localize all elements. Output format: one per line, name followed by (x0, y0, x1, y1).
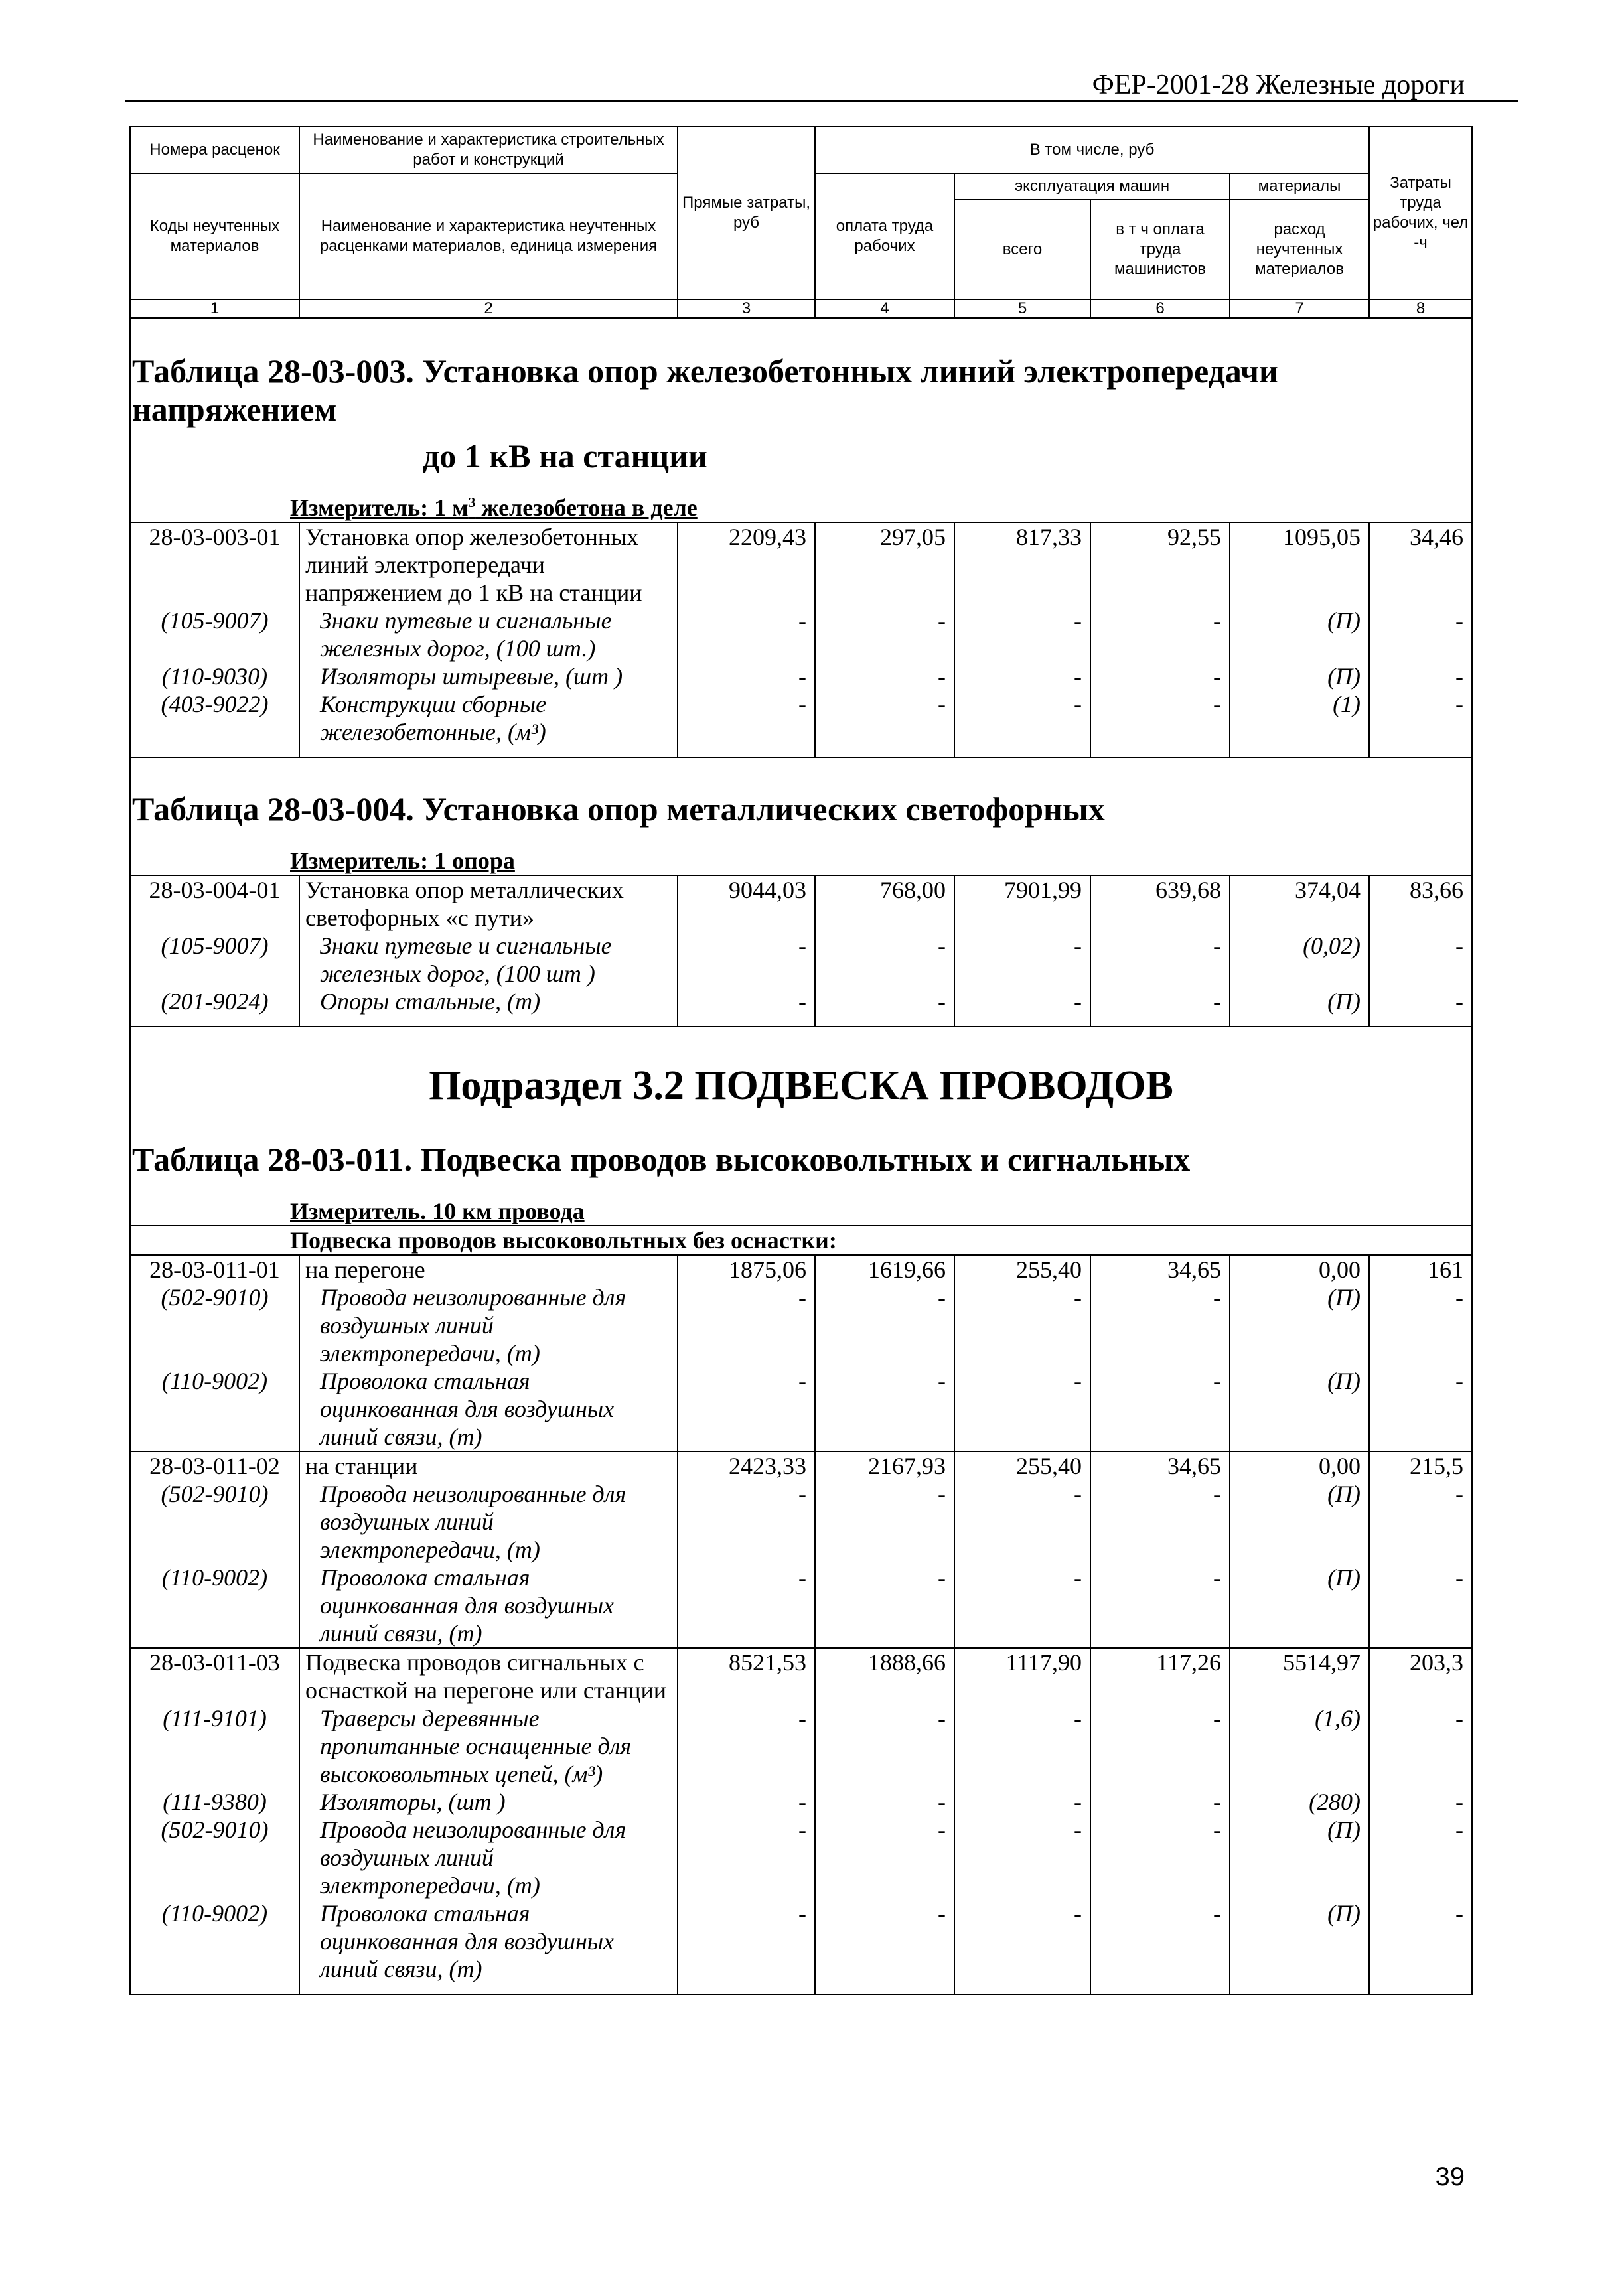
col-number: 7 (1230, 299, 1369, 318)
material-row (130, 607, 1472, 662)
header-col8: Затраты труда рабочих, чел -ч (1369, 127, 1472, 299)
labor-pay-cell: - (815, 988, 954, 1015)
machines-total-cell: 1117,90 (954, 1648, 1090, 1704)
direct-cost-cell: 8521,53 (678, 1648, 815, 1704)
direct-cost-cell: - (678, 1788, 815, 1816)
header-col5: всего (954, 200, 1090, 299)
labor-hours-cell: - (1369, 1816, 1472, 1899)
labor-pay-cell: - (815, 1704, 954, 1788)
labor-hours-cell: 34,46 (1369, 522, 1472, 607)
table-003-body (130, 522, 1472, 757)
labor-hours-cell: - (1369, 1899, 1472, 1983)
labor-hours-cell: - (1369, 1564, 1472, 1648)
materials-cell: (0,02) (1230, 932, 1369, 988)
rate-row (130, 522, 1472, 607)
price-table (129, 126, 1471, 2018)
labor-hours-cell: 83,66 (1369, 875, 1472, 932)
materials-cell: 1095,05 (1230, 522, 1369, 607)
material-row (130, 1704, 1472, 1788)
direct-cost-cell: - (678, 1899, 815, 1983)
table-header (130, 127, 1472, 318)
table-004-title: Таблица 28-03-004. Установка опор металлических светофорных (130, 757, 1472, 836)
labor-pay-cell: - (815, 1564, 954, 1648)
code-cell: (110-9002) (130, 1367, 299, 1451)
labor-hours-cell: - (1369, 690, 1472, 746)
direct-cost-cell: - (678, 1367, 815, 1451)
border-cell (299, 746, 678, 757)
header-machines: эксплуатация машин (954, 173, 1230, 200)
border-cell (1369, 1983, 1472, 1994)
labor-pay-cell: - (815, 1899, 954, 1983)
col-number: 4 (815, 299, 954, 318)
direct-cost-cell: - (678, 1564, 815, 1648)
operators-pay-cell: - (1090, 988, 1230, 1015)
machines-total-cell: 255,40 (954, 1451, 1090, 1480)
border-cell (678, 746, 815, 757)
name-cell: Провода неизолированные для воздушных линий электропередачи, (т) (299, 1284, 678, 1367)
name-cell: Траверсы деревянные пропитанные оснащенные для высоковольтных цепей, (м³) (299, 1704, 678, 1788)
name-cell: Опоры стальные, (т) (299, 988, 678, 1015)
machines-total-cell: - (954, 932, 1090, 988)
rate-row (130, 1451, 1472, 1480)
materials-cell: (П) (1230, 1899, 1369, 1983)
direct-cost-cell: - (678, 690, 815, 746)
code-cell: (110-9002) (130, 1899, 299, 1983)
name-cell: Установка опор металлических светофорных «с пути» (299, 875, 678, 932)
code-cell: 28-03-003-01 (130, 522, 299, 607)
col-number: 3 (678, 299, 815, 318)
code-cell: 28-03-011-01 (130, 1255, 299, 1284)
operators-pay-cell: - (1090, 1704, 1230, 1788)
code-cell: 28-03-004-01 (130, 875, 299, 932)
table-011-subheader: Подвеска проводов высоковольтных без оснастки: (130, 1226, 1472, 1255)
direct-cost-cell: - (678, 1284, 815, 1367)
material-row (130, 662, 1472, 690)
operators-pay-cell: 34,65 (1090, 1255, 1230, 1284)
labor-pay-cell: 297,05 (815, 522, 954, 607)
direct-cost-cell: 2209,43 (678, 522, 815, 607)
direct-cost-cell: - (678, 1816, 815, 1899)
border-cell (130, 1015, 299, 1027)
direct-cost-cell: - (678, 607, 815, 662)
labor-pay-cell: - (815, 1367, 954, 1451)
operators-pay-cell: - (1090, 1899, 1230, 1983)
code-cell: (502-9010) (130, 1480, 299, 1564)
rate-row (130, 1255, 1472, 1284)
materials-cell: (280) (1230, 1788, 1369, 1816)
labor-pay-cell: - (815, 1284, 954, 1367)
name-cell: Знаки путевые и сигнальные железных дорог, (100 шт.) (299, 607, 678, 662)
machines-total-cell: - (954, 988, 1090, 1015)
materials-cell: 374,04 (1230, 875, 1369, 932)
name-cell: Изоляторы, (шт ) (299, 1788, 678, 1816)
code-cell: 28-03-011-02 (130, 1451, 299, 1480)
labor-hours-cell: - (1369, 1367, 1472, 1451)
document-title: ФЕР-2001-28 Железные дороги (1092, 70, 1465, 100)
code-cell: (105-9007) (130, 607, 299, 662)
border-cell (815, 1983, 954, 1994)
code-cell: (105-9007) (130, 932, 299, 988)
labor-hours-cell: 215,5 (1369, 1451, 1472, 1480)
header-materials: материалы (1230, 173, 1369, 200)
name-cell: на перегоне (299, 1255, 678, 1284)
operators-pay-cell: - (1090, 607, 1230, 662)
direct-cost-cell: - (678, 1480, 815, 1564)
machines-total-cell: - (954, 1788, 1090, 1816)
labor-hours-cell: - (1369, 1284, 1472, 1367)
table-bottom-border (130, 746, 1472, 757)
page-number: 39 (1435, 2162, 1465, 2191)
name-cell: Провода неизолированные для воздушных линий электропередачи, (т) (299, 1480, 678, 1564)
machines-total-cell: - (954, 1564, 1090, 1648)
code-cell: (111-9380) (130, 1788, 299, 1816)
direct-cost-cell: 9044,03 (678, 875, 815, 932)
material-row (130, 1899, 1472, 1983)
measure-sup: 3 (468, 494, 476, 510)
machines-total-cell: 255,40 (954, 1255, 1090, 1284)
operators-pay-cell: - (1090, 1367, 1230, 1451)
name-cell: Конструкции сборные железобетонные, (м³) (299, 690, 678, 746)
col-number: 2 (299, 299, 678, 318)
materials-cell: (1,6) (1230, 1704, 1369, 1788)
border-cell (678, 1983, 815, 1994)
materials-cell: (П) (1230, 607, 1369, 662)
border-cell (299, 1015, 678, 1027)
operators-pay-cell: - (1090, 1564, 1230, 1648)
name-cell: Установка опор железобетонных линий электропередачи напряжением до 1 кВ на станции (299, 522, 678, 607)
labor-hours-cell: - (1369, 988, 1472, 1015)
table-004-measure (130, 836, 1472, 875)
machines-total-cell: 7901,99 (954, 875, 1090, 932)
table-003-measure (130, 483, 1472, 522)
header-col4: оплата труда рабочих (815, 173, 954, 299)
code-cell: (110-9030) (130, 662, 299, 690)
measure-prefix: Измеритель: 1 м (290, 494, 469, 521)
code-cell: (502-9010) (130, 1816, 299, 1899)
code-cell: (502-9010) (130, 1284, 299, 1367)
machines-total-cell: - (954, 662, 1090, 690)
border-cell (815, 1015, 954, 1027)
table-004-body (130, 875, 1472, 1027)
direct-cost-cell: - (678, 988, 815, 1015)
labor-pay-cell: 2167,93 (815, 1451, 954, 1480)
operators-pay-cell: 639,68 (1090, 875, 1230, 932)
border-cell (1369, 1015, 1472, 1027)
machines-total-cell: - (954, 1816, 1090, 1899)
direct-cost-cell: - (678, 932, 815, 988)
materials-cell: 5514,97 (1230, 1648, 1369, 1704)
header-col2-bottom: Наименование и характеристика неучтенных расценками материалов, единица измерения (299, 173, 678, 299)
material-row (130, 1564, 1472, 1648)
materials-cell: (П) (1230, 1564, 1369, 1648)
materials-cell: (П) (1230, 1480, 1369, 1564)
operators-pay-cell: 117,26 (1090, 1648, 1230, 1704)
materials-cell: 0,00 (1230, 1255, 1369, 1284)
machines-total-cell: 817,33 (954, 522, 1090, 607)
name-cell: Изоляторы штыревые, (шт ) (299, 662, 678, 690)
table-003-title: Таблица 28-03-003. Установка опор железобетонных линий электропередачи напряжением (130, 318, 1472, 437)
material-row (130, 1480, 1472, 1564)
operators-pay-cell: - (1090, 1284, 1230, 1367)
header-col1-top: Номера расценок (130, 127, 299, 173)
code-cell: 28-03-011-03 (130, 1648, 299, 1704)
operators-pay-cell: 34,65 (1090, 1451, 1230, 1480)
table-011-measure (130, 1187, 1472, 1226)
name-cell: Проволока стальная оцинкованная для воздушных линий связи, (т) (299, 1564, 678, 1648)
labor-hours-cell: - (1369, 1788, 1472, 1816)
machines-total-cell: - (954, 1367, 1090, 1451)
labor-hours-cell: - (1369, 662, 1472, 690)
border-cell (1230, 746, 1369, 757)
labor-hours-cell: - (1369, 1704, 1472, 1788)
name-cell: Проволока стальная оцинкованная для воздушных линий связи, (т) (299, 1899, 678, 1983)
col-number: 5 (954, 299, 1090, 318)
name-cell: Подвеска проводов сигнальных с оснасткой на перегоне или станции (299, 1648, 678, 1704)
labor-hours-cell: 203,3 (1369, 1648, 1472, 1704)
header-col2-top: Наименование и характеристика строительных работ и конструкций (299, 127, 678, 173)
table-003-title-line2: до 1 кВ на станции (130, 437, 1472, 483)
material-row (130, 1816, 1472, 1899)
code-cell: (403-9022) (130, 690, 299, 746)
machines-total-cell: - (954, 1284, 1090, 1367)
labor-pay-cell: - (815, 1480, 954, 1564)
labor-pay-cell: 1888,66 (815, 1648, 954, 1704)
operators-pay-cell: - (1090, 932, 1230, 988)
labor-pay-cell: - (815, 1816, 954, 1899)
labor-pay-cell: 768,00 (815, 875, 954, 932)
labor-hours-cell: - (1369, 1480, 1472, 1564)
material-row (130, 932, 1472, 988)
material-row (130, 1788, 1472, 1816)
measure-suffix: железобетона в деле (475, 494, 698, 521)
border-cell (1090, 1983, 1230, 1994)
materials-cell: 0,00 (1230, 1451, 1369, 1480)
operators-pay-cell: - (1090, 662, 1230, 690)
border-cell (1369, 746, 1472, 757)
machines-total-cell: - (954, 607, 1090, 662)
material-row (130, 1367, 1472, 1451)
rate-row (130, 875, 1472, 932)
col-number: 8 (1369, 299, 1472, 318)
col-number: 6 (1090, 299, 1230, 318)
name-cell: на станции (299, 1451, 678, 1480)
border-cell (954, 1983, 1090, 1994)
materials-cell: (П) (1230, 1816, 1369, 1899)
materials-cell: (П) (1230, 1367, 1369, 1451)
labor-hours-cell: - (1369, 932, 1472, 988)
table-011-measure-text: Измеритель. 10 км провода (290, 1198, 585, 1224)
header-col6: в т ч оплата труда машинистов (1090, 200, 1230, 299)
border-cell (1230, 1983, 1369, 1994)
labor-hours-cell: 161 (1369, 1255, 1472, 1284)
section-title: Подраздел 3.2 ПОДВЕСКА ПРОВОДОВ (130, 1027, 1472, 1123)
material-row (130, 988, 1472, 1015)
machines-total-cell: - (954, 1704, 1090, 1788)
operators-pay-cell: - (1090, 1788, 1230, 1816)
table-bottom-border (130, 1983, 1472, 1994)
labor-pay-cell: - (815, 932, 954, 988)
name-cell: Проволока стальная оцинкованная для воздушных линий связи, (т) (299, 1367, 678, 1451)
name-cell: Провода неизолированные для воздушных линий электропередачи, (т) (299, 1816, 678, 1899)
rate-row (130, 1648, 1472, 1704)
labor-hours-cell: - (1369, 607, 1472, 662)
direct-cost-cell: 2423,33 (678, 1451, 815, 1480)
operators-pay-cell: 92,55 (1090, 522, 1230, 607)
labor-pay-cell: - (815, 690, 954, 746)
materials-cell: (П) (1230, 662, 1369, 690)
labor-pay-cell: 1619,66 (815, 1255, 954, 1284)
header-group: В том числе, руб (815, 127, 1369, 173)
machines-total-cell: - (954, 1480, 1090, 1564)
header-col1-bottom: Коды неучтенных материалов (130, 173, 299, 299)
border-cell (954, 746, 1090, 757)
name-cell: Знаки путевые и сигнальные железных дорог, (100 шт ) (299, 932, 678, 988)
border-cell (815, 746, 954, 757)
table-011-body (130, 1255, 1472, 1994)
operators-pay-cell: - (1090, 1816, 1230, 1899)
table-bottom-border (130, 1015, 1472, 1027)
border-cell (299, 1983, 678, 1994)
operators-pay-cell: - (1090, 1480, 1230, 1564)
material-row (130, 1284, 1472, 1367)
code-cell: (201-9024) (130, 988, 299, 1015)
machines-total-cell: - (954, 1899, 1090, 1983)
border-cell (130, 746, 299, 757)
labor-pay-cell: - (815, 662, 954, 690)
header-col7: расход неучтенных материалов (1230, 200, 1369, 299)
materials-cell: (П) (1230, 988, 1369, 1015)
border-cell (1090, 746, 1230, 757)
labor-pay-cell: - (815, 1788, 954, 1816)
operators-pay-cell: - (1090, 690, 1230, 746)
border-cell (678, 1015, 815, 1027)
border-cell (954, 1015, 1090, 1027)
machines-total-cell: - (954, 690, 1090, 746)
material-row (130, 690, 1472, 746)
materials-cell: (1) (1230, 690, 1369, 746)
direct-cost-cell: - (678, 1704, 815, 1788)
materials-cell: (П) (1230, 1284, 1369, 1367)
code-cell: (110-9002) (130, 1564, 299, 1648)
border-cell (1090, 1015, 1230, 1027)
col-number: 1 (130, 299, 299, 318)
direct-cost-cell: - (678, 662, 815, 690)
code-cell: (111-9101) (130, 1704, 299, 1788)
table-011-title: Таблица 28-03-011. Подвеска проводов высоковольтных и сигнальных (130, 1123, 1472, 1187)
direct-cost-cell: 1875,06 (678, 1255, 815, 1284)
border-cell (1230, 1015, 1369, 1027)
title-rule (125, 100, 1518, 102)
labor-pay-cell: - (815, 607, 954, 662)
table-004-measure-text: Измеритель: 1 опора (290, 847, 515, 874)
border-cell (130, 1983, 299, 1994)
header-col3: Прямые затраты, руб (678, 127, 815, 299)
